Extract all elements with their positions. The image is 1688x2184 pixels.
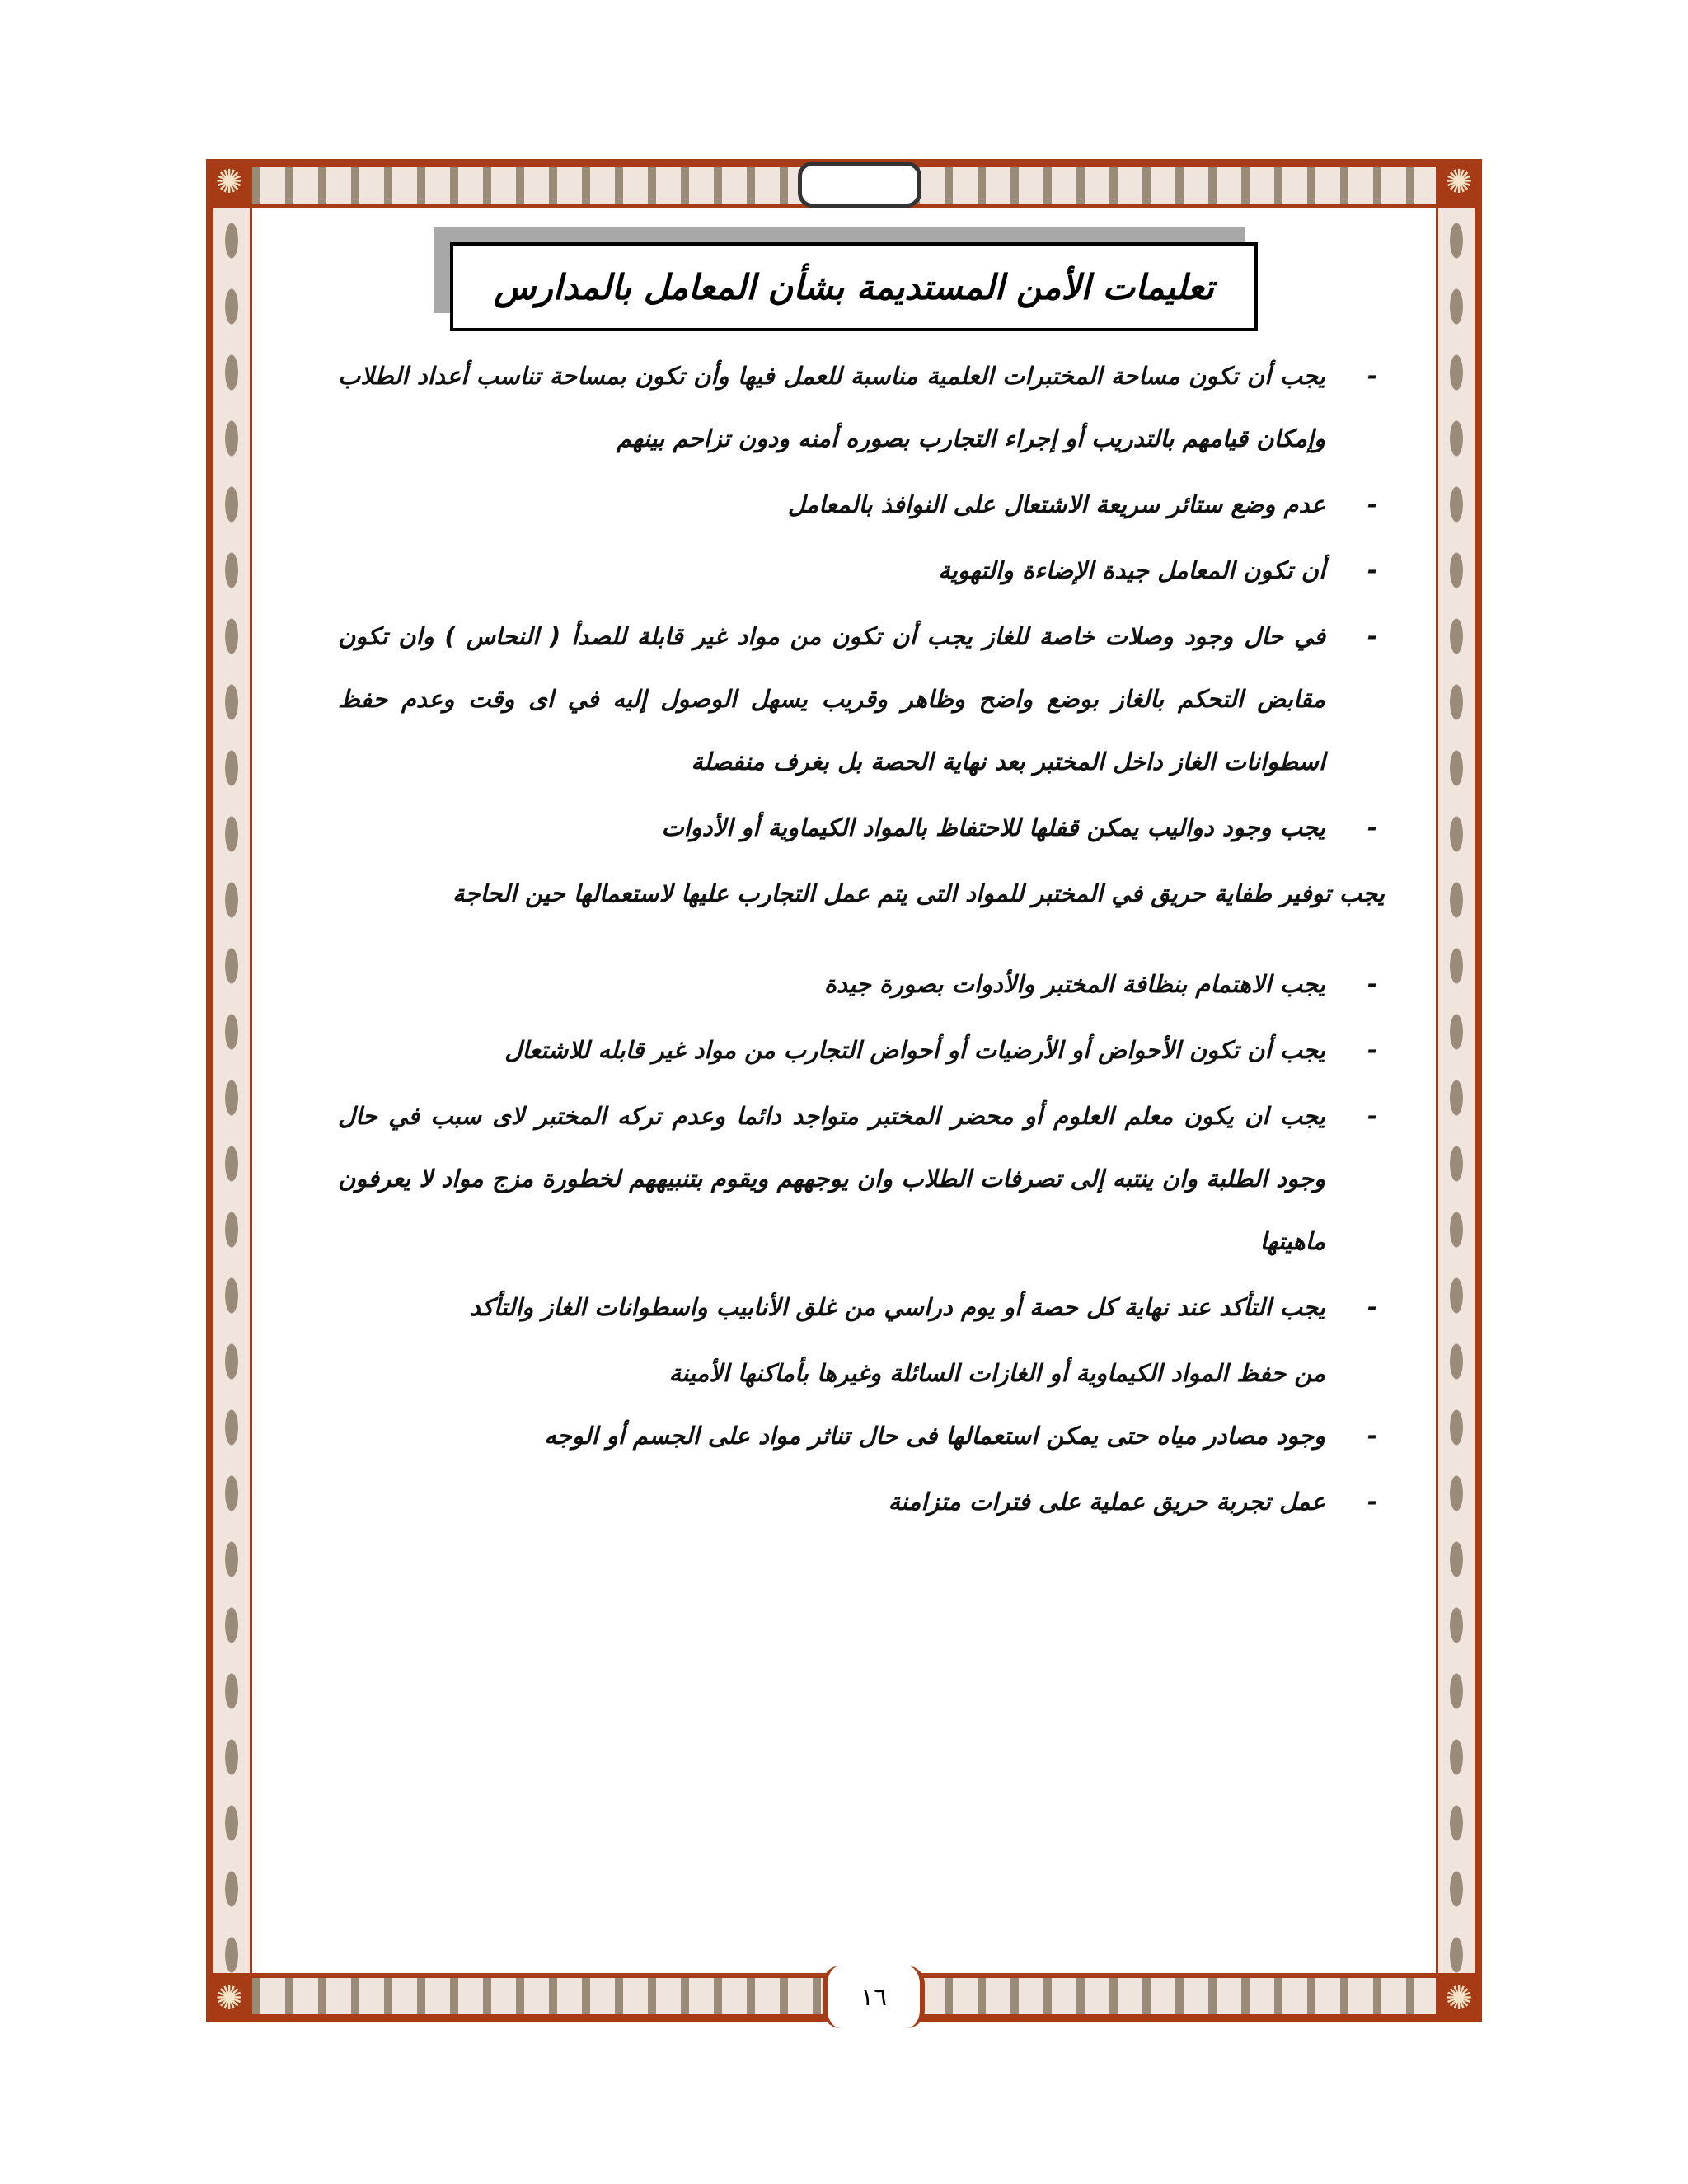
bullet-dash: - <box>1367 1102 1378 1130</box>
list-item-text: في حال وجود وصلات خاصة للغاز يجب أن تكون من مواد غير قابلة للصدأ ( النحاس ) وان تكون مقابض التحكم بالغاز بوضع واضح وظاهر وقريب يسهل الوصول إليه في اى وقت وعدم حفظ اسطوانات الغاز داخل المختبر بعد نهاية الحصة بل بغرف منفصلة <box>338 622 1325 776</box>
bullet-dash: - <box>1367 362 1378 390</box>
list-item-text: يجب التأكد عند نهاية كل حصة أو يوم دراسي من غلق الأنابيب واسطوانات الغاز والتأكد <box>469 1293 1325 1321</box>
list-item-continuation: من حفظ المواد الكيماوية أو الغازات السائلة وغيرها بأماكنها الأمينة <box>668 1359 1325 1387</box>
list-item-text: يجب أن تكون مساحة المختبرات العلمية مناسبة للعمل فيها وأن تكون بمساحة تناسب أعداد الطلاب وإمكان قيامهم بالتدريب أو إجراء التجارب بصوره أمنه ودون تزاحم بينهم <box>338 362 1325 452</box>
list-item-text: يجب ان يكون معلم العلوم أو محضر المختبر متواجد دائما وعدم تركه المختبر لاى سبب في حال وجود الطلبة وان ينتبه إلى تصرفات الطلاب وان يوجههم ويقوم بتنبيههم لخطورة مزج مواد لا يعرفون ماهيتها <box>338 1102 1325 1255</box>
list-item <box>338 1276 1385 1338</box>
list-item-text: يجب أن تكون الأحواض أو الأرضيات أو أحواض التجارب من مواد غير قابله للاشتعال <box>504 1036 1325 1064</box>
page-title-box <box>450 242 1258 331</box>
corner-ornament-icon: ✺ <box>1436 159 1482 205</box>
bullet-dash: - <box>1367 813 1378 841</box>
list-item <box>338 953 1385 1015</box>
bullet-dash: - <box>1367 970 1378 998</box>
list-item-text: وجود مصادر مياه حتى يمكن استعمالها فى حال تناثر مواد على الجسم أو الوجه <box>544 1422 1325 1450</box>
list-item <box>338 1085 1385 1272</box>
instructions-content <box>338 344 1385 1536</box>
list-item-text: يجب وجود دواليب يمكن قفلها للاحتفاظ بالمواد الكيماوية أو الأدوات <box>661 813 1325 841</box>
border-pattern-left <box>213 208 250 1973</box>
list-item <box>338 344 1385 470</box>
list-item <box>338 796 1385 859</box>
corner-ornament-icon: ✺ <box>206 159 252 205</box>
list-item <box>338 605 1385 793</box>
bullet-dash: - <box>1367 556 1378 584</box>
bullet-dash: - <box>1367 1036 1378 1064</box>
bullet-dash: - <box>1367 1422 1378 1450</box>
bullet-dash: - <box>1367 622 1378 650</box>
bullet-dash: - <box>1367 1488 1378 1516</box>
page-number <box>823 1966 925 2028</box>
list-item-text: عمل تجربة حريق عملية على فترات متزامنة <box>888 1488 1325 1516</box>
corner-ornament-icon: ✺ <box>1436 1975 1482 2022</box>
list-item <box>338 539 1385 602</box>
list-item <box>338 1404 1385 1467</box>
border-pattern-right <box>1438 208 1475 1973</box>
list-item <box>338 473 1385 536</box>
list-item <box>338 1470 1385 1533</box>
page-number-text: ١٦ <box>860 1982 888 2012</box>
fire-extinguisher-paragraph: يجب توفير طفاية حريق في المختبر للمواد التى يتم عمل التجارب عليها لاستعمالها حين الحاجة <box>452 879 1385 907</box>
list-item-text: أن تكون المعامل جيدة الإضاءة والتهوية <box>938 556 1325 584</box>
list-item <box>338 1019 1385 1081</box>
spacer <box>338 925 1385 953</box>
page-title: تعليمات الأمن المستديمة بشأن المعامل بالمدارس <box>494 266 1214 307</box>
list-item-text: يجب الاهتمام بنظافة المختبر والأدوات بصورة جيدة <box>823 970 1325 998</box>
corner-ornament-icon: ✺ <box>206 1975 252 2022</box>
header-capsule <box>798 162 921 208</box>
bullet-dash: - <box>1367 490 1378 518</box>
list-item-text: عدم وضع ستائر سريعة الاشتعال على النوافذ بالمعامل <box>787 490 1325 518</box>
bullet-dash: - <box>1367 1293 1378 1321</box>
